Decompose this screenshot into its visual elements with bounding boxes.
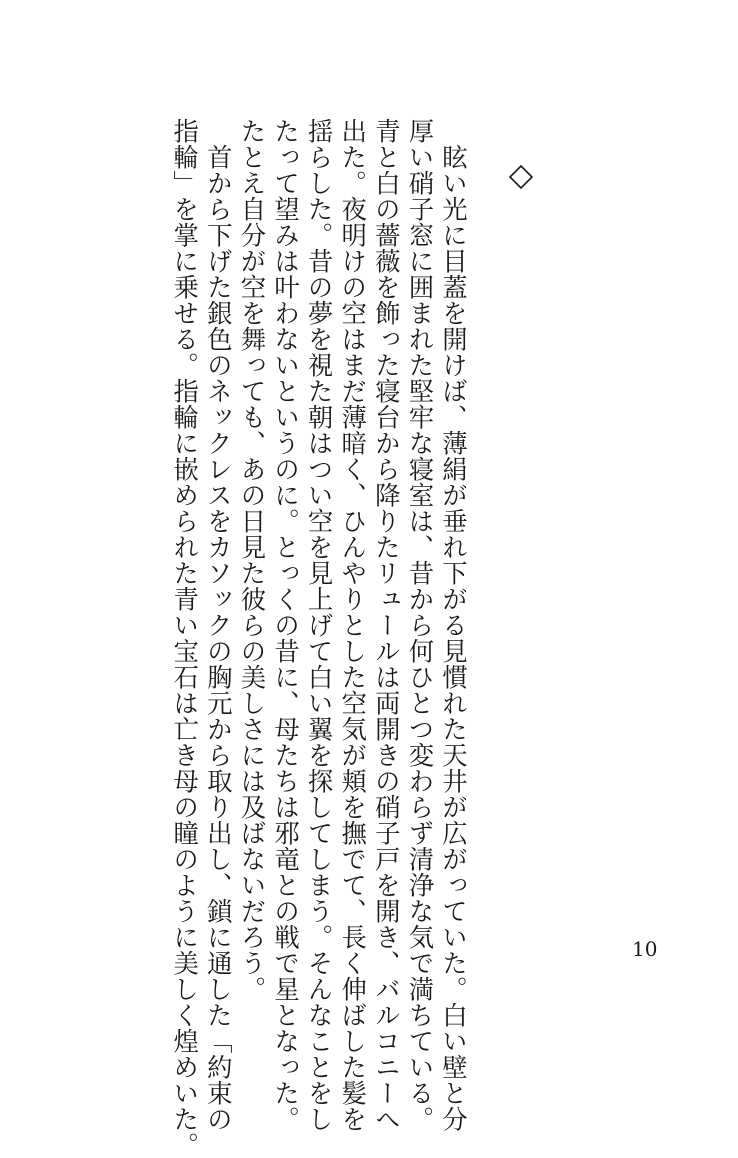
vertical-body-text xyxy=(168,118,470,1158)
text-line: たって望みは叶わないというのに。とっくの昔に、母たちは邪竜との戦で星となった。 xyxy=(271,118,302,1132)
text-line: 青と白の薔薇を飾った寝台から降りたリュールは両開きの硝子戸を開き、バルコニーへ xyxy=(371,118,402,1132)
text-line: 揺らした。昔の夢を視た朝はつい空を見上げて白い翼を探してしまう。そんなことをし xyxy=(304,118,335,1132)
section-break-diamond-icon xyxy=(508,164,534,190)
text-line: 出た。夜明けの空はまだ薄暗く、ひんやりとした空気が頬を撫でて、長く伸ばした髪を xyxy=(338,118,369,1132)
page-number: 10 xyxy=(632,937,658,961)
text-line: 首から下げた銀色のネックレスをカソックの胸元から取り出し、鎖に通した「約束の xyxy=(203,118,234,1132)
text-line: 眩い光に目蓋を開けば、薄絹が垂れ下がる見慣れた天井が広がっていた。白い壁と分 xyxy=(439,118,469,1132)
text-line: 厚い硝子窓に囲まれた堅牢な寝室は、昔から何ひとつ変わらず清浄な気で満ちている。 xyxy=(405,118,436,1132)
text-line: 指輪」を掌に乗せる。指輪に嵌められた青い宝石は亡き母の瞳のように美しく煌めいた。 xyxy=(170,118,201,1158)
text-line: たとえ自分が空を舞っても、あの日見た彼らの美しさには及ばないだろう。 xyxy=(237,118,268,1002)
